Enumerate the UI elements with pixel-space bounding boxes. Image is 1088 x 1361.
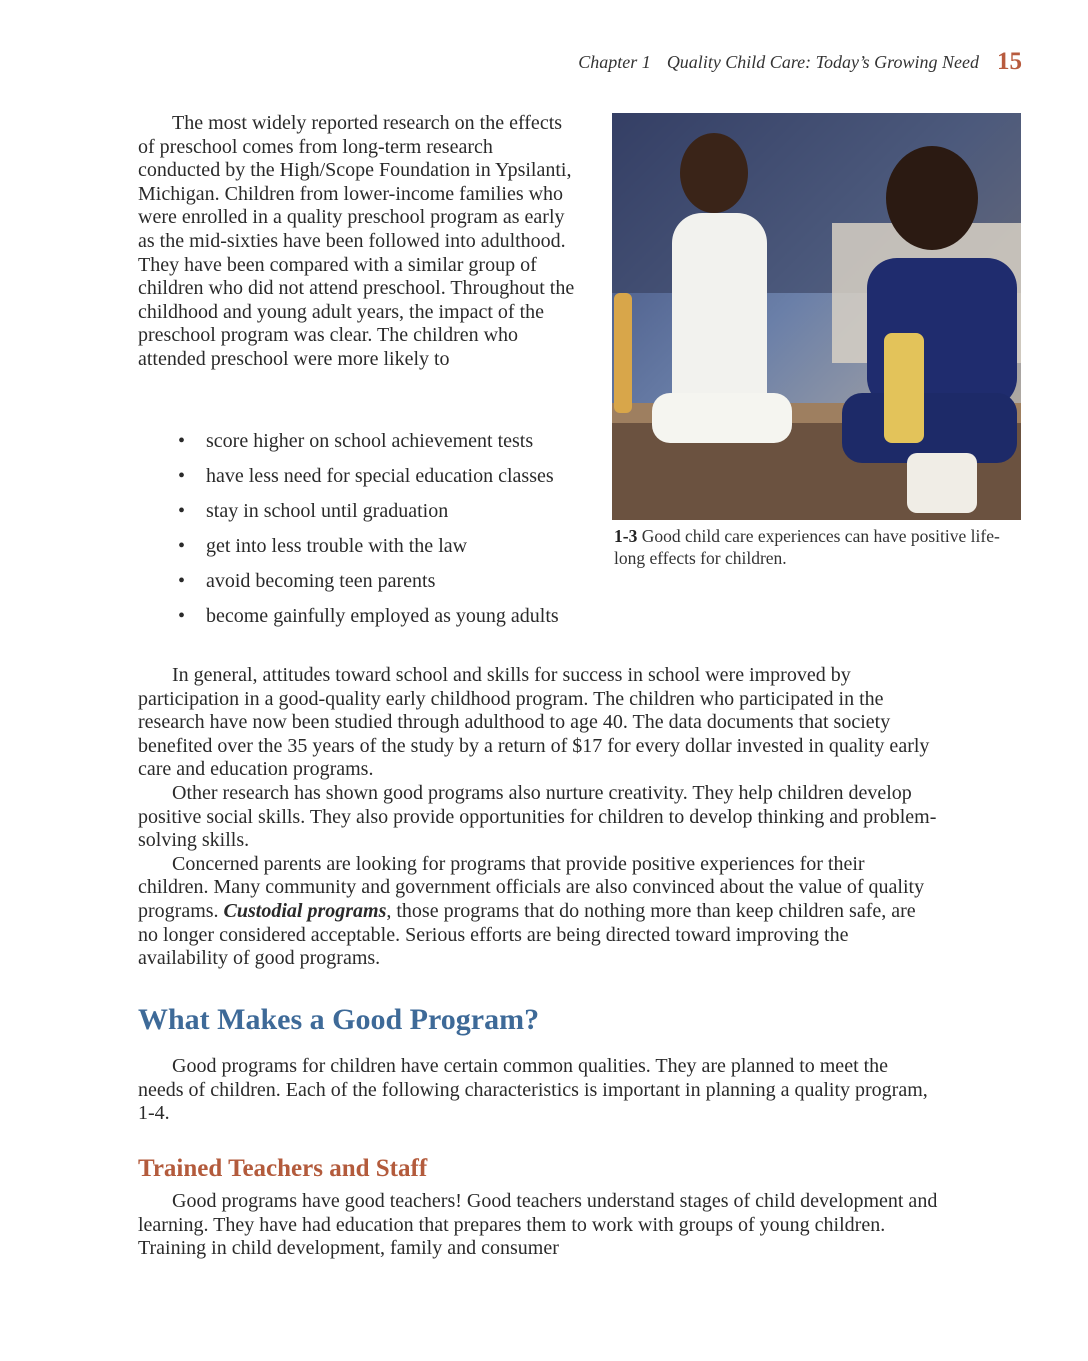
list-item	[138, 535, 638, 559]
page-number: 15	[997, 48, 1022, 75]
figure-caption-text: Good child care experiences can have positive life-long effects for children.	[614, 526, 1000, 568]
custodial-paragraph	[138, 853, 938, 971]
paragraph-text: Concerned parents are looking for programs that provide positive experiences for their children. Many community and government officials are also convinced about the value of quality programs.	[138, 852, 925, 922]
list-item	[138, 570, 638, 594]
paragraph-text: , those programs that do nothing more than keep children safe, are no longer considered acceptable. Serious efforts are being directed toward improving the availability of good programs.	[138, 899, 916, 970]
list-item	[138, 465, 606, 489]
key-term: Custodial programs	[223, 899, 387, 922]
bullet-icon: •	[178, 500, 186, 523]
list-item-text: have less need for special education classes	[206, 465, 554, 488]
list-item-text: become gainfully employed as young adults	[206, 605, 559, 628]
list-item-text: stay in school until graduation	[206, 500, 449, 523]
figure-label: 1-3	[614, 526, 638, 546]
bullet-icon: •	[178, 605, 186, 628]
list-item	[138, 605, 638, 629]
chapter-label: Chapter 1	[578, 52, 651, 72]
intro-paragraph: The most widely reported research on the effects of preschool comes from long-term research conducted by the High/Scope Foundation in Ypsilanti, Michigan. Children from lower-income families who were enrolled in a quality preschool program as early as the mid-sixties have been followed into adulthood. They have been compared with a similar group of children who did not attend preschool. Throughout the childhood and young adult years, the impact of the preschool program was clear. The children who attended preschool were more likely to	[138, 112, 575, 370]
list-item-text: avoid becoming teen parents	[206, 570, 436, 593]
main-column	[138, 664, 938, 971]
subsection-paragraph: Good programs have good teachers! Good teachers understand stages of child development and learning. They have had education that prepares them to work with groups of young children. Training in child development, family and consumer	[138, 1190, 938, 1260]
figure-caption	[614, 525, 1024, 569]
chapter-title: Quality Child Care: Today’s Growing Need	[666, 52, 979, 72]
running-head	[0, 48, 1022, 76]
bullet-icon: •	[178, 465, 186, 488]
section-heading: What Makes a Good Program?	[138, 1003, 540, 1036]
list-item	[138, 430, 638, 454]
outcome-list	[138, 430, 638, 641]
figure-photo	[612, 113, 1021, 520]
bullet-icon: •	[178, 430, 186, 452]
list-item-text: score higher on school achievement tests	[206, 430, 534, 452]
list-item-text: get into less trouble with the law	[206, 535, 468, 558]
subsection-heading: Trained Teachers and Staff	[138, 1155, 428, 1182]
section-paragraph: Good programs for children have certain common qualities. They are planned to meet the needs of children. Each of the following characteristics is important in planning a quality program, 1-4.	[138, 1055, 928, 1125]
bullet-icon: •	[178, 535, 186, 558]
list-item	[138, 500, 638, 524]
body-paragraph: In general, attitudes toward school and skills for success in school were improved by participation in a good-quality early childhood program. The children who participated in the research have now been studied through adulthood to age 40. The data documents that society benefited over the 35 years of the study by a return of $17 for every dollar invested in quality early care and education programs.	[138, 664, 930, 781]
bullet-icon: •	[178, 570, 186, 593]
body-paragraph: Other research has shown good programs also nurture creativity. They help children develop positive social skills. They also provide opportunities for children to develop thinking and problem-solving skills.	[138, 781, 937, 852]
